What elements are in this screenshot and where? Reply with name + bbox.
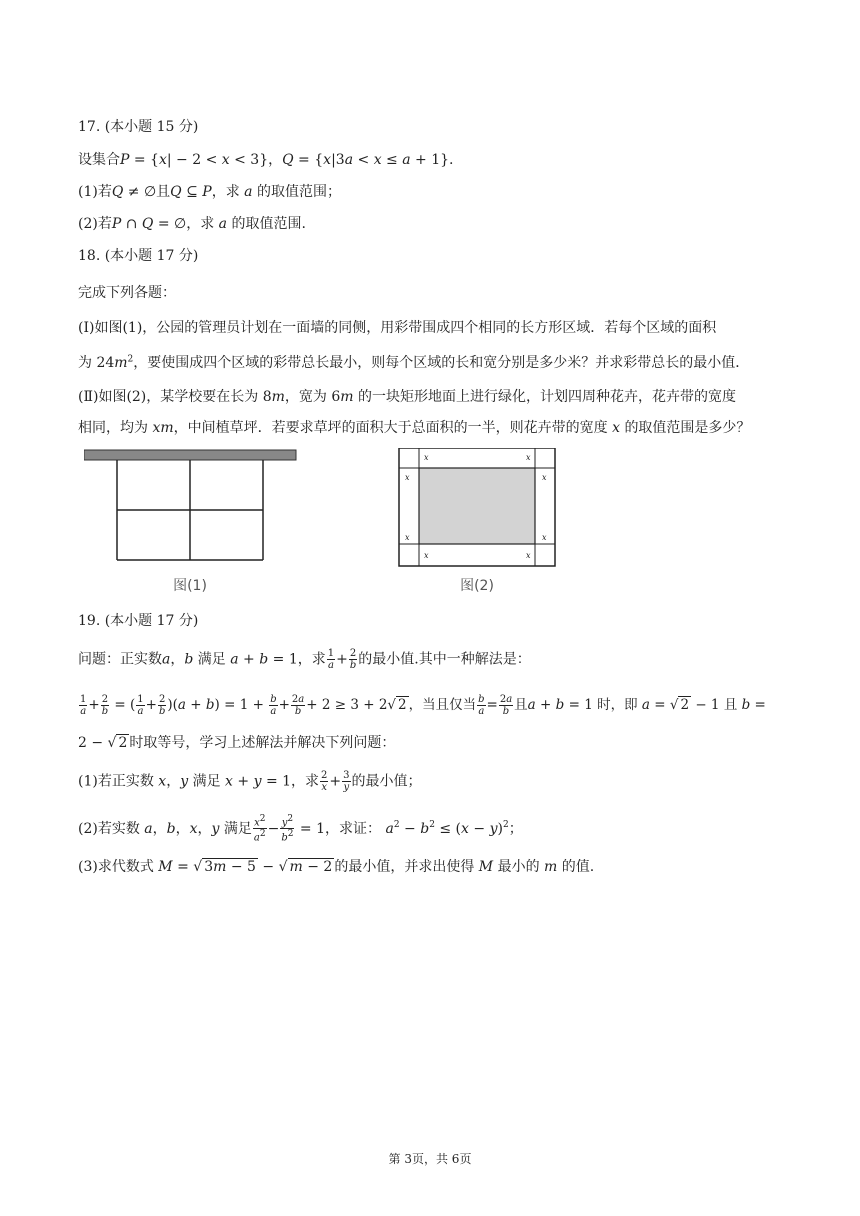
q18-intro: 完成下列各题： xyxy=(78,285,176,301)
x-mark: x xyxy=(405,533,410,542)
figure-2 xyxy=(396,448,566,598)
q19-solution-line1: $\frac{1}{a}$ + $\frac{2}{b}$ = ( $\frac{1}{a}$ + $\frac{2}{b}$ )(a + b) = 1 + $\frac{b}{a}$ + $\frac{2a}{b}$ + 2 ≥ 3 + 2√ 2 ，当且仅当 $\frac{b}{a}$ = $\frac{2a}{b}$ 且a + b = 1 时，即 a = √ 2 − 1 且 b = xyxy=(80,694,766,717)
q17-line1: 设集合P = {x| − 2 < x < 3}，Q = {x|3a < x ≤ a + 1}. xyxy=(78,152,454,168)
q17-title: 17. (本小题 15 分) xyxy=(78,119,199,135)
q19-part1: (1)若正实数 x，y 满足 x + y = 1，求 $\frac{2}{x}$ + $\frac{3}{y}$ 的最小值； xyxy=(78,770,422,793)
q19-title: 19. (本小题 17 分) xyxy=(78,613,199,629)
figure-1 xyxy=(84,448,304,598)
q18-part2-line1: (Ⅱ)如图(2)，某学校要在长为 8m，宽为 6m 的一块矩形地面上进行绿化，计划四周种花卉，花卉带的宽度 xyxy=(78,389,737,405)
figure-1-label: 图(1) xyxy=(173,578,207,594)
x-mark: x xyxy=(542,533,547,542)
x-mark: x xyxy=(526,551,531,560)
wall xyxy=(84,450,296,460)
q19-part2: (2)若实数 a，b，x，y 满足 $\frac{x^2}{a^2}$ − $\frac{y^2}{b^2}$ = 1，求证： $a^2 - b^2 \le (x - y)^2$； xyxy=(78,814,523,844)
q17-part1: (1)若Q ≠ ∅且Q ⊆ P，求 a 的取值范围； xyxy=(78,184,341,200)
q17-part2: (2)若P ∩ Q = ∅，求 a 的取值范围. xyxy=(78,216,306,232)
x-mark: x xyxy=(424,551,429,560)
lawn xyxy=(419,468,535,544)
q19-part3: (3)求代数式 M = √ 3m − 5 − √ m − 2 的最小值，并求出使得 M 最小的 m 的值. xyxy=(78,859,595,875)
q19-problem: 问题：正实数a，b 满足 a + b = 1，求 $\frac{1}{a}$ + $\frac{2}{b}$ 的最小值.其中一种解法是： xyxy=(78,648,531,671)
q18-part2-line2: 相同，均为 xm，中间植草坪．若要求草坪的面积大于总面积的一半，则花卉带的宽度 x 的取值范围是多少？ xyxy=(78,420,751,436)
x-mark: x xyxy=(424,453,429,462)
q18-part1-line2: 为 $24m^2$，要使围成四个区域的彩带总长最小，则每个区域的长和宽分别是多少米？并求彩带总长的最小值． xyxy=(78,354,750,371)
page-footer: 第 3页，共 6页 xyxy=(388,1152,472,1166)
x-mark: x xyxy=(405,473,410,482)
q18-title: 18. (本小题 17 分) xyxy=(78,248,199,264)
figure-2-label: 图(2) xyxy=(460,578,494,594)
x-mark: x xyxy=(526,453,531,462)
q19-solution-line2: 2 − √ 2 时取等号，学习上述解法并解决下列问题： xyxy=(78,735,396,751)
q18-part1-line1: (Ⅰ)如图(1)，公园的管理员计划在一面墙的同侧，用彩带围成四个相同的长方形区域．若每个区域的面积 xyxy=(78,320,717,336)
x-mark: x xyxy=(542,473,547,482)
